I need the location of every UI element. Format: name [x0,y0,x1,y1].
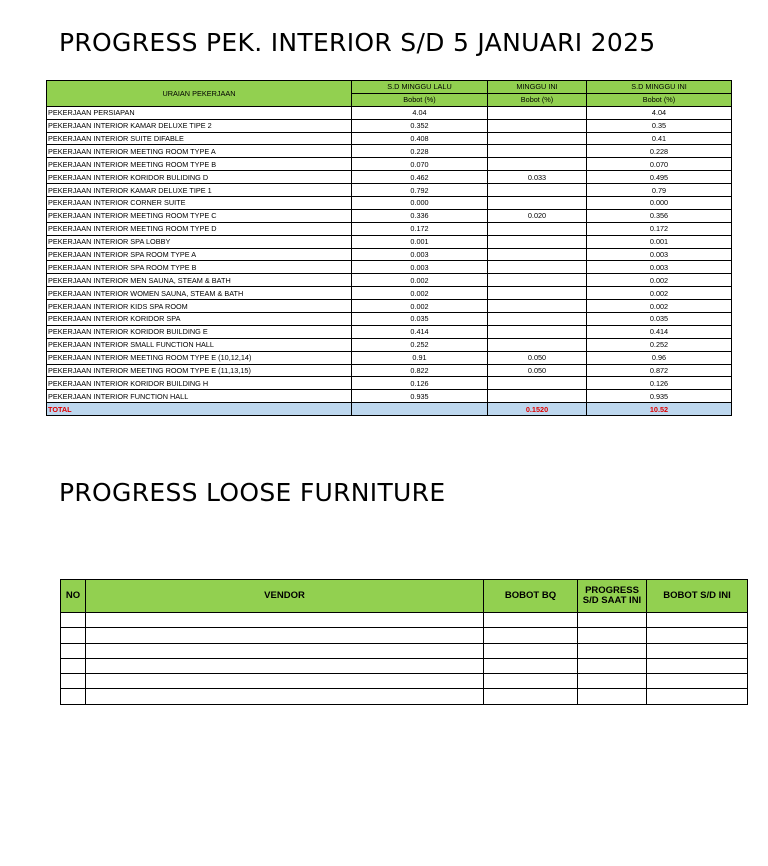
work-item-name: PEKERJAAN INTERIOR KORIDOR BUILDING H [47,377,352,390]
work-item-name: PEKERJAAN INTERIOR MEETING ROOM TYPE D [47,222,352,235]
this-week-value: 0.050 [488,364,587,377]
work-item-name: PEKERJAAN INTERIOR SPA ROOM TYPE A [47,248,352,261]
header-bobot-prev: Bobot (%) [352,93,488,106]
progress-cell [578,658,647,673]
header-bobot-this: Bobot (%) [488,93,587,106]
table-row [61,674,748,689]
cumulative-value: 0.070 [587,158,732,171]
bobot-bq-cell [484,628,578,643]
bobot-bq-cell [484,658,578,673]
cumulative-value: 0.252 [587,338,732,351]
progress-cell [578,643,647,658]
work-item-name: PEKERJAAN INTERIOR SMALL FUNCTION HALL [47,338,352,351]
table-row [47,261,732,274]
work-item-name: PEKERJAAN INTERIOR SPA LOBBY [47,235,352,248]
total-this-week: 0.1520 [488,403,587,416]
table-row [47,184,732,197]
table-row [47,351,732,364]
work-item-name: PEKERJAAN INTERIOR MEETING ROOM TYPE A [47,145,352,158]
cumulative-value: 0.002 [587,300,732,313]
work-item-name: PEKERJAAN INTERIOR MEETING ROOM TYPE E (11,13,15) [47,364,352,377]
prev-week-value: 0.336 [352,209,488,222]
progress-cell [578,689,647,704]
cumulative-value: 0.172 [587,222,732,235]
work-item-name: PEKERJAAN INTERIOR SPA ROOM TYPE B [47,261,352,274]
work-item-name: PEKERJAAN INTERIOR MEETING ROOM TYPE E (10,12,14) [47,351,352,364]
this-week-value [488,235,587,248]
table-row [47,377,732,390]
table-row [47,222,732,235]
cumulative-value: 0.001 [587,235,732,248]
header-this-week: MINGGU INI [488,81,587,94]
work-item-name: PEKERJAAN INTERIOR KORIDOR BULIDING D [47,171,352,184]
cumulative-value: 0.872 [587,364,732,377]
cumulative-value: 0.228 [587,145,732,158]
work-item-name: PEKERJAAN INTERIOR CORNER SUITE [47,197,352,210]
interior-progress-title: PROGRESS PEK. INTERIOR S/D 5 JANUARI 2025 [59,28,656,57]
no-cell [61,658,86,673]
cumulative-value: 0.35 [587,119,732,132]
cumulative-value: 0.79 [587,184,732,197]
table-row [47,235,732,248]
cumulative-value: 0.96 [587,351,732,364]
header-uraian: URAIAN PEKERJAAN [47,81,352,107]
work-item-name: PEKERJAAN INTERIOR KAMAR DELUXE TIPE 2 [47,119,352,132]
table-row [47,300,732,313]
this-week-value [488,274,587,287]
bobot-sd-ini-cell [647,658,748,673]
interior-progress-table [46,80,732,416]
no-cell [61,689,86,704]
table-row [47,287,732,300]
table-row [47,106,732,119]
prev-week-value: 0.822 [352,364,488,377]
work-item-name: PEKERJAAN INTERIOR SUITE DIFABLE [47,132,352,145]
work-item-name: PEKERJAAN INTERIOR KORIDOR BUILDING E [47,325,352,338]
header-vendor: VENDOR [86,580,484,613]
this-week-value [488,261,587,274]
prev-week-value: 0.228 [352,145,488,158]
this-week-value [488,197,587,210]
prev-week-value: 0.414 [352,325,488,338]
cumulative-value: 0.126 [587,377,732,390]
prev-week-value: 0.003 [352,261,488,274]
bobot-sd-ini-cell [647,628,748,643]
cumulative-value: 0.935 [587,390,732,403]
furniture-progress-title: PROGRESS LOOSE FURNITURE [59,478,446,507]
header-bobot-sd-ini: BOBOT S/D INI [647,580,748,613]
this-week-value [488,119,587,132]
this-week-value: 0.020 [488,209,587,222]
this-week-value [488,325,587,338]
prev-week-value: 0.070 [352,158,488,171]
header-no: NO [61,580,86,613]
this-week-value [488,222,587,235]
progress-cell [578,674,647,689]
bobot-bq-cell [484,674,578,689]
prev-week-value: 0.001 [352,235,488,248]
table-row [61,689,748,704]
cumulative-value: 0.41 [587,132,732,145]
cumulative-value: 0.002 [587,287,732,300]
prev-week-value: 0.002 [352,274,488,287]
cumulative-value: 0.356 [587,209,732,222]
vendor-cell [86,658,484,673]
table-row [61,628,748,643]
this-week-value [488,184,587,197]
no-cell [61,643,86,658]
table-row [61,613,748,628]
bobot-bq-cell [484,613,578,628]
furniture-table-body [61,613,748,705]
this-week-value [488,145,587,158]
table-row [47,390,732,403]
work-item-name: PEKERJAAN INTERIOR FUNCTION HALL [47,390,352,403]
table-row [47,158,732,171]
this-week-value [488,377,587,390]
bobot-sd-ini-cell [647,613,748,628]
cumulative-value: 0.414 [587,325,732,338]
prev-week-value: 0.003 [352,248,488,261]
progress-cell [578,613,647,628]
table-row [47,248,732,261]
table-row [61,643,748,658]
no-cell [61,613,86,628]
this-week-value [488,132,587,145]
table-row [61,658,748,673]
this-week-value: 0.033 [488,171,587,184]
table-row [47,274,732,287]
this-week-value [488,390,587,403]
work-item-name: PEKERJAAN INTERIOR KAMAR DELUXE TIPE 1 [47,184,352,197]
total-label: TOTAL [47,403,352,416]
table-row [47,132,732,145]
prev-week-value: 0.126 [352,377,488,390]
work-item-name: PEKERJAAN INTERIOR KIDS SPA ROOM [47,300,352,313]
header-bobot-bq: BOBOT BQ [484,580,578,613]
bobot-bq-cell [484,689,578,704]
prev-week-value: 0.172 [352,222,488,235]
this-week-value [488,287,587,300]
total-cumulative: 10.52 [587,403,732,416]
prev-week-value: 4.04 [352,106,488,119]
prev-week-value: 0.408 [352,132,488,145]
table-row [47,338,732,351]
this-week-value [488,338,587,351]
this-week-value [488,300,587,313]
table-row [47,119,732,132]
header-cumulative: S.D MINGGU INI [587,81,732,94]
vendor-cell [86,674,484,689]
prev-week-value: 0.462 [352,171,488,184]
interior-table-body [47,106,732,415]
prev-week-value: 0.252 [352,338,488,351]
no-cell [61,628,86,643]
this-week-value [488,158,587,171]
this-week-value [488,248,587,261]
prev-week-value: 0.91 [352,351,488,364]
this-week-value: 0.050 [488,351,587,364]
work-item-name: PEKERJAAN INTERIOR MEETING ROOM TYPE B [47,158,352,171]
loose-furniture-table [60,579,748,705]
prev-week-value: 0.352 [352,119,488,132]
work-item-name: PEKERJAAN INTERIOR MEETING ROOM TYPE C [47,209,352,222]
no-cell [61,674,86,689]
work-item-name: PEKERJAAN INTERIOR WOMEN SAUNA, STEAM & BATH [47,287,352,300]
prev-week-value: 0.792 [352,184,488,197]
table-row [47,313,732,326]
cumulative-value: 4.04 [587,106,732,119]
table-row [47,171,732,184]
cumulative-value: 0.035 [587,313,732,326]
work-item-name: PEKERJAAN INTERIOR KORIDOR SPA [47,313,352,326]
table-row [47,325,732,338]
prev-week-value: 0.035 [352,313,488,326]
cumulative-value: 0.002 [587,274,732,287]
total-prev [352,403,488,416]
header-progress: PROGRESS S/D SAAT INI [578,580,647,613]
table-row [47,145,732,158]
work-item-name: PEKERJAAN PERSIAPAN [47,106,352,119]
vendor-cell [86,628,484,643]
header-bobot-cumulative: Bobot (%) [587,93,732,106]
vendor-cell [86,613,484,628]
bobot-sd-ini-cell [647,689,748,704]
bobot-sd-ini-cell [647,674,748,689]
progress-cell [578,628,647,643]
prev-week-value: 0.935 [352,390,488,403]
table-row [47,364,732,377]
prev-week-value: 0.002 [352,287,488,300]
prev-week-value: 0.000 [352,197,488,210]
header-prev-week: S.D MINGGU LALU [352,81,488,94]
table-row [47,209,732,222]
table-row [47,197,732,210]
vendor-cell [86,689,484,704]
vendor-cell [86,643,484,658]
cumulative-value: 0.003 [587,248,732,261]
cumulative-value: 0.495 [587,171,732,184]
bobot-bq-cell [484,643,578,658]
work-item-name: PEKERJAAN INTERIOR MEN SAUNA, STEAM & BATH [47,274,352,287]
this-week-value [488,106,587,119]
prev-week-value: 0.002 [352,300,488,313]
total-row [47,403,732,416]
bobot-sd-ini-cell [647,643,748,658]
this-week-value [488,313,587,326]
cumulative-value: 0.003 [587,261,732,274]
cumulative-value: 0.000 [587,197,732,210]
